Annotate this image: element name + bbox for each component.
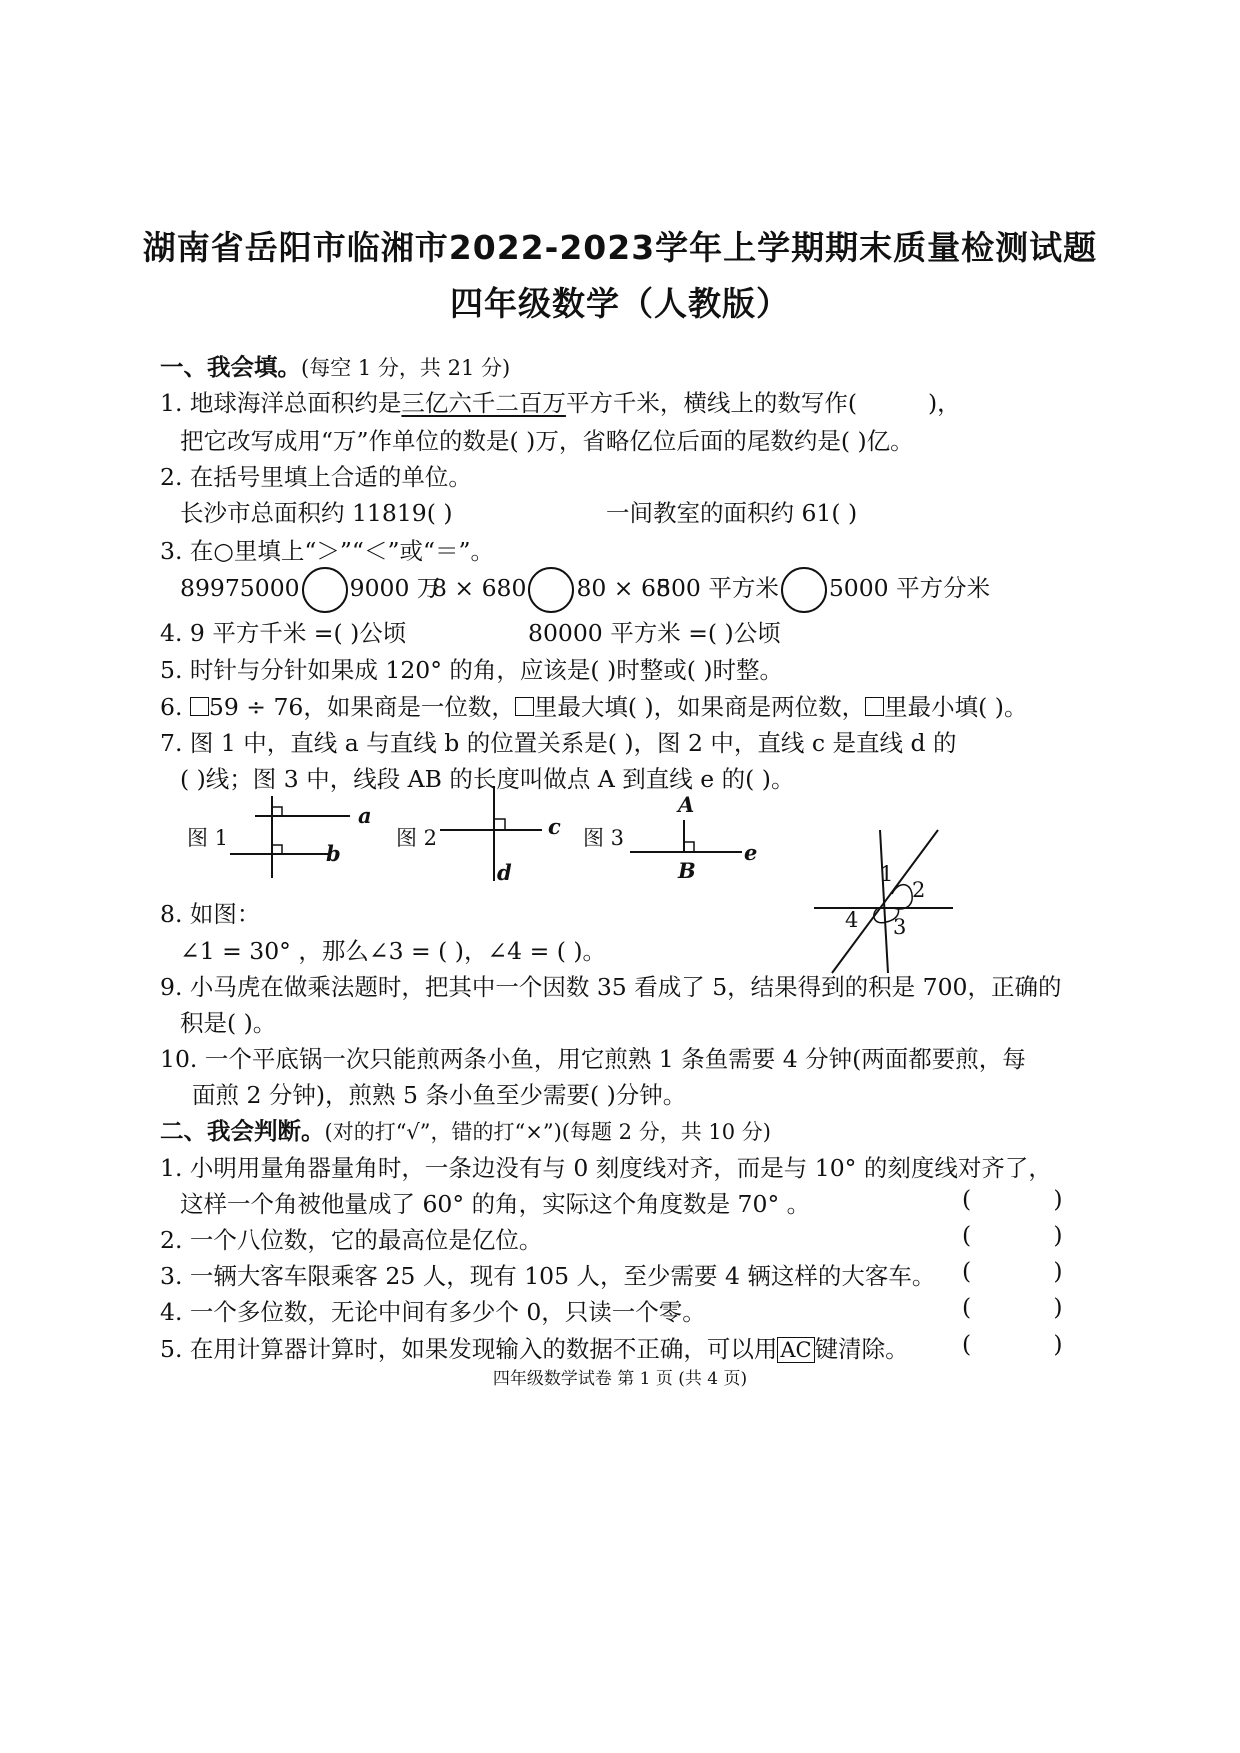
judge-5-text-post: 键清除。 — [814, 1335, 909, 1363]
page-title: 湖南省岳阳市临湘市2022-2023学年上学期期末质量检测试题 — [142, 228, 1098, 267]
question-2-item-1: 长沙市总面积约 11819( ) — [180, 499, 453, 527]
judge-2-answer[interactable]: ( ) — [962, 1221, 1063, 1249]
judge-5-answer[interactable]: ( ) — [962, 1330, 1063, 1358]
question-8-title: 8. 如图： — [160, 900, 261, 928]
question-3-compare-3 — [656, 566, 990, 613]
section-2-title: 二、我会判断。 — [160, 1117, 325, 1145]
q1-text-pre: 1. 地球海洋总面积约是 — [160, 389, 402, 417]
section-1-heading — [160, 348, 510, 382]
question-7-line-1: 7. 图 1 中，直线 a 与直线 b 的位置关系是( )，图 2 中，直线 c 是直线 d 的 — [160, 729, 957, 757]
compare-circle-1[interactable] — [302, 567, 348, 613]
page-subtitle: 四年级数学（人教版） — [450, 284, 790, 323]
q6-text-b: 里最大填( )，如果商是两位数， — [533, 693, 866, 721]
question-2-title: 2. 在括号里填上合适的单位。 — [160, 463, 472, 491]
label-e: e — [744, 840, 758, 865]
label-point-B: B — [678, 858, 696, 883]
question-3-compare-2 — [432, 566, 671, 613]
blank-box — [190, 697, 209, 716]
q6-text-a: 59 ÷ 76，如果商是一位数， — [208, 693, 515, 721]
compare-circle-3[interactable] — [781, 567, 827, 613]
question-5: 5. 时针与分针如果成 120° 的角，应该是( )时整或( )时整。 — [160, 656, 784, 684]
judge-4: 4. 一个多位数，无论中间有多少个 0，只读一个零。 — [160, 1298, 706, 1326]
q6-text-c: 里最小填( )。 — [884, 693, 1028, 721]
question-9-line-2: 积是( )。 — [180, 1009, 277, 1037]
figure-3-label: 图 3 — [583, 826, 625, 850]
judge-3-answer[interactable]: ( ) — [962, 1257, 1063, 1285]
section-2-heading — [160, 1112, 771, 1146]
label-b: b — [326, 841, 341, 866]
question-3-compare-1 — [180, 566, 440, 613]
ac-key: AC — [777, 1337, 814, 1363]
q1-underlined-number: 三亿六千二百万 — [401, 389, 566, 417]
page-footer: 四年级数学试卷 第 1 页 (共 4 页) — [492, 1369, 748, 1389]
question-1-line-1 — [160, 384, 857, 418]
question-10-line-1: 10. 一个平底锅一次只能煎两条小鱼，用它煎熟 1 条鱼需要 4 分钟(两面都要煎，每 — [160, 1045, 1026, 1073]
blank-box — [515, 697, 534, 716]
angle-2-label: 2 — [912, 878, 926, 902]
question-1-line-2: 把它改写成用“万”作单位的数是( )万，省略亿位后面的尾数约是( )亿。 — [180, 427, 914, 455]
question-2-item-2: 一间教室的面积约 61( ) — [606, 499, 858, 527]
compare-2-right: 80 × 68 — [576, 574, 671, 602]
compare-circle-2[interactable] — [528, 567, 574, 613]
section-2-note: (对的打“√”，错的打“×”)(每题 2 分，共 10 分) — [324, 1120, 771, 1144]
question-6 — [160, 688, 1027, 722]
question-3-title: 3. 在○里填上“＞”“＜”或“＝”。 — [160, 537, 494, 565]
angle-4-label: 4 — [845, 908, 859, 932]
section-1-note: (每空 1 分，共 21 分) — [301, 356, 511, 380]
compare-2-left: 8 × 680 — [432, 574, 527, 602]
q1-blank-end: )， — [928, 389, 961, 417]
label-d: d — [497, 860, 512, 885]
angle-3-label: 3 — [893, 915, 907, 939]
judge-1-answer[interactable]: ( ) — [962, 1185, 1063, 1213]
question-9-line-1: 9. 小马虎在做乘法题时，把其中一个因数 35 看成了 5，结果得到的积是 700，正确的 — [160, 973, 1062, 1001]
compare-1-left: 89975000 — [180, 574, 300, 602]
judge-3: 3. 一辆大客车限乘客 25 人，现有 105 人，至少需要 4 辆这样的大客车。 — [160, 1262, 936, 1290]
figure-2-label: 图 2 — [396, 826, 438, 850]
question-4-part-2: 80000 平方米 =( )公顷 — [528, 619, 781, 647]
question-4-part-1: 4. 9 平方千米 =( )公顷 — [160, 619, 407, 647]
blank-box — [865, 697, 884, 716]
figure-3-point-line-distance — [630, 816, 750, 862]
judge-5 — [160, 1330, 909, 1364]
label-a: a — [358, 803, 372, 828]
question-10-line-2: 面煎 2 分钟)，煎熟 5 条小鱼至少需要( )分钟。 — [192, 1081, 687, 1109]
judge-4-answer[interactable]: ( ) — [962, 1293, 1063, 1321]
q1-text-post: 平方千米，横线上的数写作( — [565, 389, 858, 417]
label-point-A: A — [678, 792, 695, 817]
judge-2: 2. 一个八位数，它的最高位是亿位。 — [160, 1226, 543, 1254]
angle-1-label: 1 — [880, 862, 894, 886]
judge-5-text-pre: 5. 在用计算器计算时，如果发现输入的数据不正确，可以用 — [160, 1335, 778, 1363]
judge-1-line-1: 1. 小明用量角器量角时，一条边没有与 0 刻度线对齐，而是与 10° 的刻度线对齐了， — [160, 1154, 1052, 1182]
compare-3-left: 500 平方米 — [656, 574, 779, 602]
figure-angles — [808, 828, 958, 976]
q6-number: 6. — [160, 693, 190, 721]
figure-2-perpendicular-lines — [440, 786, 550, 886]
question-8-text: ∠1 = 30° ，那么∠3 = ( )，∠4 = ( )。 — [180, 937, 607, 965]
question-7-line-2: ( )线；图 3 中，线段 AB 的长度叫做点 A 到直线 e 的( )。 — [180, 765, 795, 793]
judge-1-line-2: 这样一个角被他量成了 60° 的角，实际这个角度数是 70° 。 — [180, 1190, 811, 1218]
compare-1-right: 9000 万 — [349, 574, 441, 602]
compare-3-right: 5000 平方分米 — [828, 574, 991, 602]
label-c: c — [548, 814, 561, 839]
section-1-title: 一、我会填。 — [160, 353, 301, 381]
figure-1-label: 图 1 — [187, 826, 229, 850]
